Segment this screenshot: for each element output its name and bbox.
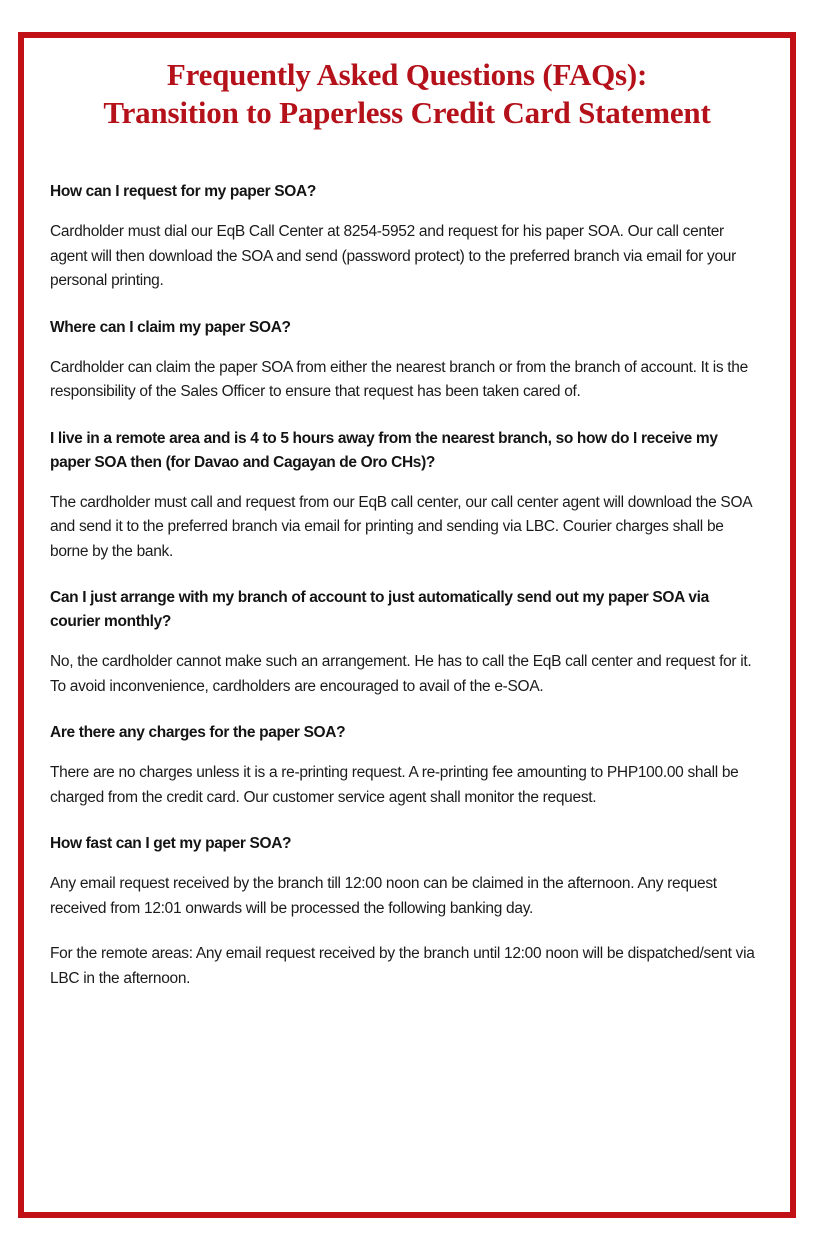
faq-question: Can I just arrange with my branch of account to just automatically send out my paper SOA via courier monthly? [50,589,709,630]
faq-answer: Cardholder must dial our EqB Call Center at 8254-5952 and request for his paper SOA. Our call center agent will then download the SOA and send (password protect) to the preferred branch via email for your personal printing. [50,223,736,289]
faq-answer: Cardholder can claim the paper SOA from either the nearest branch or from the branch of account. It is the responsibility of the Sales Officer to ensure that request has been taken cared of. [50,358,748,400]
faq-answer: Any email request received by the branch till 12:00 noon can be claimed in the afternoon. Any request received from 12:01 onwards will be processed the following banking day. [50,875,717,917]
page-title-line-2: Transition to Paperless Credit Card Statement [103,95,711,130]
red-border-frame [18,32,796,1218]
faq-item [50,316,760,405]
faq-item [50,586,760,699]
faq-item [50,180,760,294]
faq-answer: The cardholder must call and request from our EqB call center, our call center agent will download the SOA and send it to the preferred branch via email for printing and sending via LBC. Courier charges shall be borne by the bank. [50,493,752,560]
faq-question: How can I request for my paper SOA? [50,183,316,200]
faq-list [24,132,790,991]
faq-item [50,721,760,810]
document-content [24,38,790,1212]
faq-question: I live in a remote area and is 4 to 5 hours away from the nearest branch, so how do I receive my paper SOA then (for Davao and Cagayan de Oro CHs)? [50,429,718,471]
faq-answer: There are no charges unless it is a re-printing request. A re-printing fee amounting to PHP100.00 shall be charged from the credit card. Our customer service agent shall monitor the request. [50,764,739,806]
page-title-line-1: Frequently Asked Questions (FAQs): [166,57,648,92]
faq-item [50,427,760,565]
page-title [24,38,790,132]
faq-question: Where can I claim my paper SOA? [50,318,291,336]
faq-question: How fast can I get my paper SOA? [50,835,292,852]
faq-item [50,832,760,991]
faq-answer-secondary: For the remote areas: Any email request received by the branch until 12:00 noon will be dispatched/sent via LBC in the afternoon. [50,945,755,987]
faq-question: Are there any charges for the paper SOA? [50,724,346,741]
faq-answer: No, the cardholder cannot make such an arrangement. He has to call the EqB call center and request for it. To avoid inconvenience, cardholders are encouraged to avail of the e-SOA. [50,653,752,695]
